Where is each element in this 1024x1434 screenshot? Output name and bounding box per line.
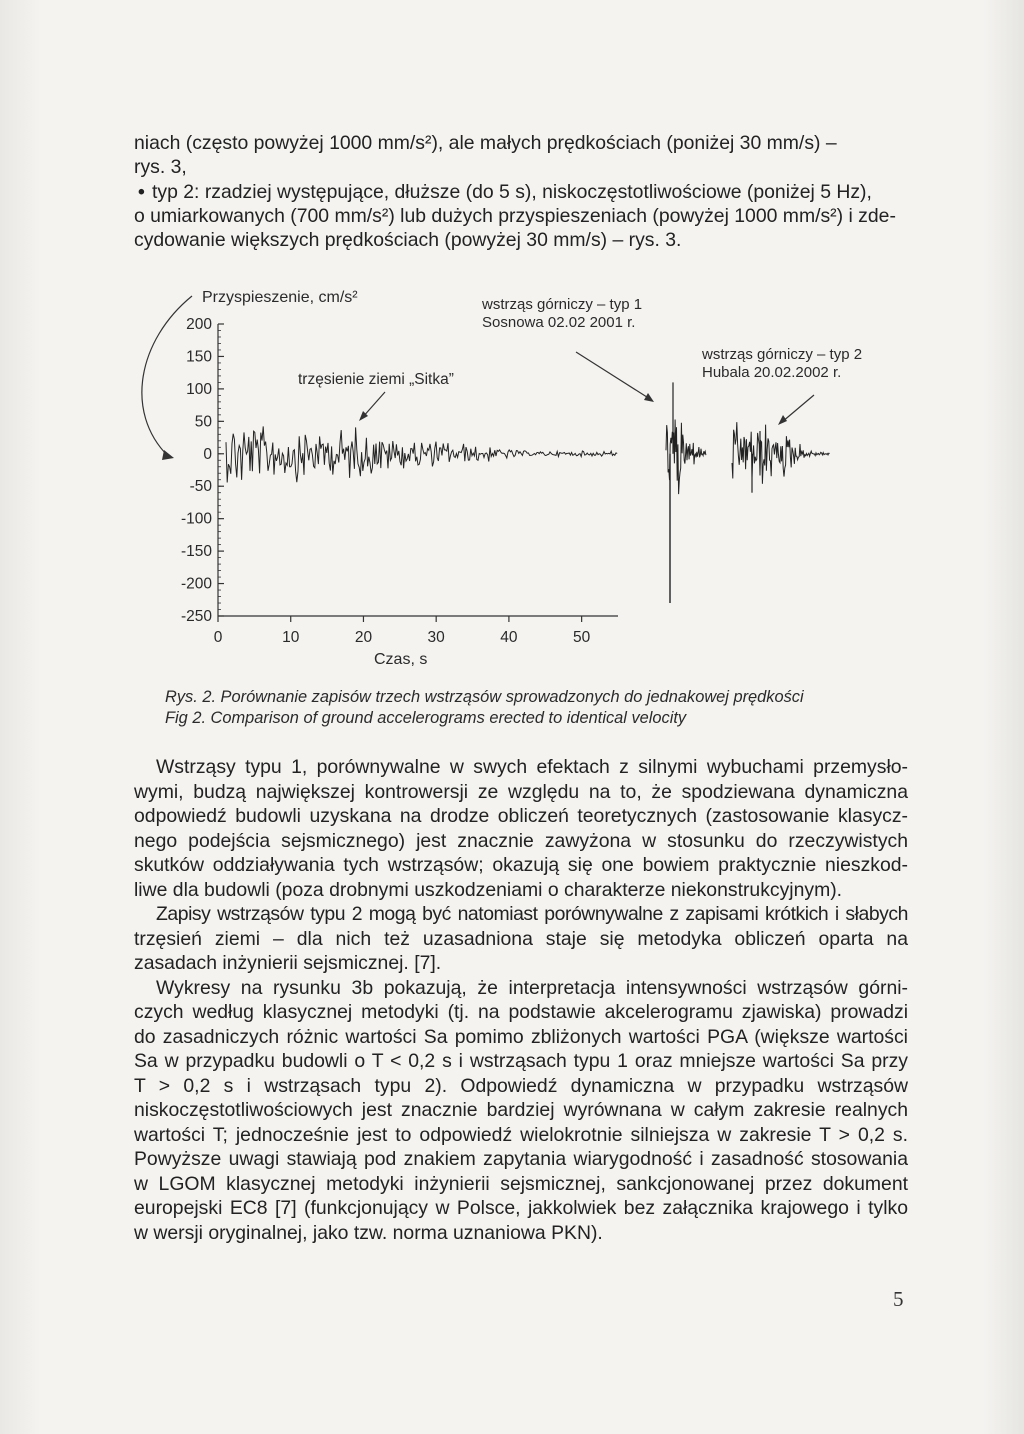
body-text	[134, 755, 908, 1245]
x-tick-label: 30	[427, 629, 445, 646]
text-line: odpowiedź budowli uzyskana na drodze obliczeń teoretycznych (zastosowanie klasycz-	[134, 805, 908, 827]
y-tick-label: 0	[203, 445, 212, 463]
text-line: europejski EC8 [7] (funkcjonujący w Polsce, jakkolwiek bez załącznika krajowego i tylko	[134, 1197, 908, 1219]
accelerogram-chart	[130, 280, 890, 680]
text-line: niskoczęstotliwościowych jest znacznie bardziej wyrównana w całym zakresie realnych	[134, 1099, 908, 1121]
y-tick-label: 100	[186, 380, 212, 398]
intro-line: cydowanie większych prędkościach (powyżej 30 mm/s) – rys. 3.	[134, 229, 682, 252]
x-tick-label: 50	[573, 629, 591, 646]
text-line: T > 0,2 s i wstrząsach typu 2). Odpowiedź dynamiczna w przypadku wstrząsów	[134, 1074, 908, 1097]
intro-line: rys. 3,	[134, 156, 187, 179]
text-line: wartości T; jednocześnie jest to odpowiedź wielokrotnie silniejsza w zakresie T > 0,2 s.	[134, 1123, 908, 1146]
paragraph-2	[134, 902, 908, 976]
text-line: nego podejścia sejsmicznego) jest znacznie zawyżona w stosunku do rzeczywistych	[134, 829, 908, 852]
y-tick-label: -200	[180, 575, 212, 593]
caption-pl: Rys. 2. Porównanie zapisów trzech wstrząsów sprowadzonych do jednakowej prędkości	[165, 688, 804, 706]
page-number: 5	[893, 1287, 904, 1311]
text-line: liwe dla budowli (poza drobnymi uszkodzeniami o charakterze niekonstrukcyjnym).	[134, 878, 843, 901]
caption-en: Fig 2. Comparison of ground accelerograms erected to identical velocity	[165, 709, 687, 727]
series-group	[226, 382, 830, 603]
annotation-sitka: trzęsienie ziemi „Sitka”	[298, 371, 454, 388]
series-typ1	[666, 420, 706, 495]
y-axis	[181, 316, 224, 625]
intro-line: niach (często powyżej 1000 mm/s²), ale małych prędkościach (poniżej 30 mm/s) –	[134, 132, 837, 154]
text-line: Wstrząsy typu 1, porównywalne w swych efektach z silnymi wybuchami przemysło-	[156, 756, 908, 778]
paragraph-3	[134, 976, 908, 1246]
x-tick-label: 40	[500, 629, 518, 646]
bullet-text: typ 2: rzadziej występujące, dłuższe (do 5 s), niskoczęstotliwościowe (poniżej 5 Hz),	[152, 180, 872, 203]
y-tick-label: 150	[186, 348, 212, 366]
text-line: w wersji oryginalnej, jako tzw. norma uznaniowa PKN).	[134, 1221, 603, 1244]
annotation-typ2-line1: wstrząs górniczy – typ 2	[702, 346, 863, 363]
text-line: do zasadniczych różnic wartości Sa pomimo zbliżonych wartości PGA (większe wartości	[134, 1025, 908, 1048]
y-tick-label: -100	[180, 510, 212, 528]
x-axis	[214, 616, 618, 646]
chart-svg	[130, 280, 890, 680]
series-sitka	[226, 426, 617, 482]
text-line: czych według klasycznej metodyki (tj. na podstawie akcelerogramu zjawiska) prowadzi	[134, 1001, 908, 1023]
series-typ2	[732, 422, 830, 484]
arrow-typ2	[782, 395, 814, 422]
text-line: Powyższe uwagi stawiają pod znakiem zapytania wiarygodność i zasadność stosowania	[134, 1148, 908, 1170]
intro-line: o umiarkowanych (700 mm/s²) lub dużych przyspieszeniach (powyżej 1000 mm/s²) i zde-	[134, 204, 896, 227]
y-axis-label: Przyspieszenie, cm/s²	[202, 289, 358, 306]
annotation-typ1-line1: wstrząs górniczy – typ 1	[482, 296, 643, 313]
text-line: skutków oddziaływania tych wstrząsów; okazują się one bowiem praktycznie nieszkod-	[134, 854, 908, 876]
text-line: wymi, budzą największej kontrowersji ze względu na to, że spodziewana dynamiczna	[134, 780, 908, 803]
intro-text	[134, 131, 908, 252]
text-line: w LGOM klasycznej metodyki inżynierii sejsmicznej, sankcjonowanej przez dokument	[134, 1172, 908, 1195]
x-tick-label: 20	[354, 629, 373, 646]
curved-arrow-head	[162, 450, 174, 460]
x-axis-label: Czas, s	[374, 651, 428, 668]
y-tick-label: 200	[186, 316, 212, 333]
bullet-item	[134, 180, 908, 204]
text-line: Sa w przypadku budowli o T < 0,2 s i wstrząsach typu 1 oraz mniejsze wartości Sa przy	[134, 1050, 908, 1072]
text-line: zasadach inżynierii sejsmicznej. [7].	[134, 952, 442, 974]
text-line: Wykresy na rysunku 3b pokazują, że interpretacja intensywności wstrząsów górni-	[156, 976, 908, 999]
annotation-typ1-line2: Sosnowa 02.02 2001 r.	[482, 314, 636, 331]
y-tick-label: -50	[189, 478, 212, 496]
y-tick-label: -150	[180, 543, 212, 561]
arrow-typ2-head	[778, 415, 787, 425]
paragraph-1	[134, 755, 908, 902]
figure-caption	[165, 687, 885, 729]
x-tick-label: 10	[282, 629, 300, 646]
y-tick-label: 50	[194, 413, 212, 431]
text-line: trzęsień ziemi – dla nich też uzasadniona staje się metodyka obliczeń oparta na	[134, 927, 908, 950]
curved-arrow-line	[142, 296, 192, 456]
annotation-typ2-line2: Hubala 20.02.2002 r.	[702, 364, 842, 381]
text-line: Zapisy wstrząsów typu 2 mogą być natomiast porównywalne z zapisami krótkich i słabych	[156, 903, 908, 925]
arrow-typ1-head	[644, 393, 654, 402]
arrow-typ1	[576, 352, 650, 399]
x-tick-label: 0	[213, 629, 223, 646]
y-tick-label: -250	[180, 608, 212, 625]
bullet-icon: •	[138, 180, 145, 203]
